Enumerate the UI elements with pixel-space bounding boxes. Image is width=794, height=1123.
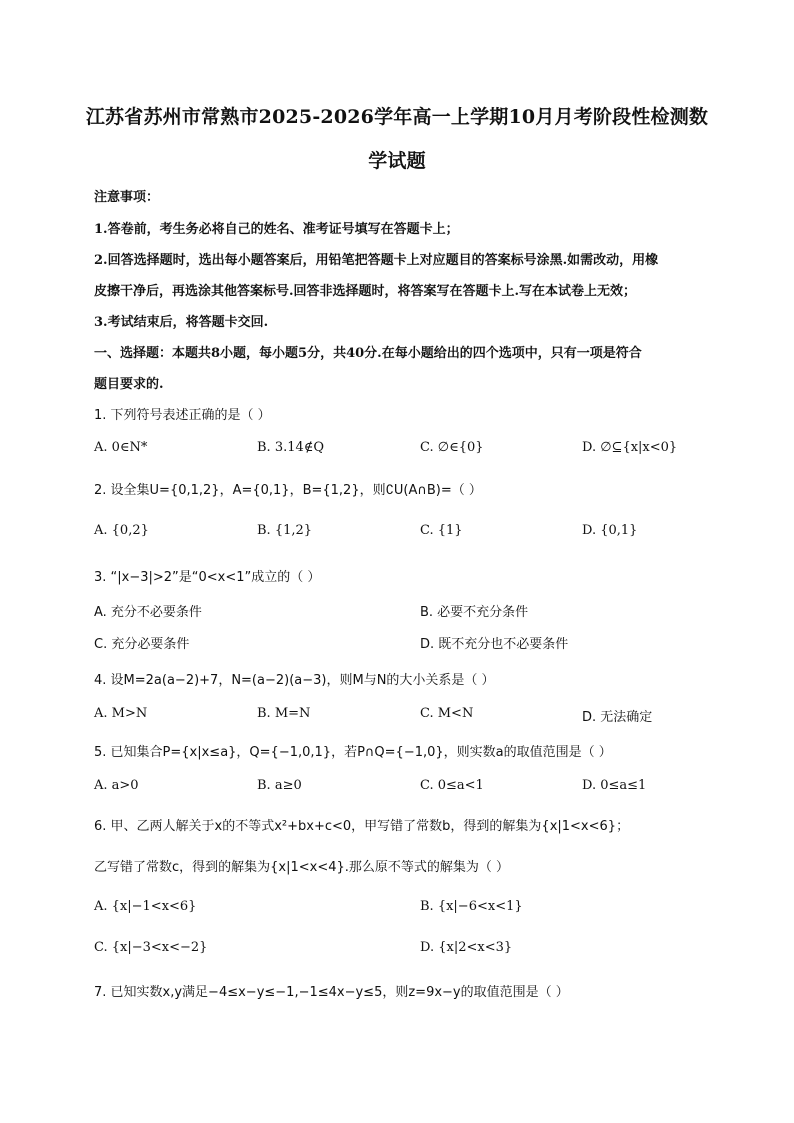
q1-option-b: B. 3.14∉Q <box>257 440 325 455</box>
q1-option-c: C. ∅∈{0} <box>420 440 484 455</box>
question-2-stem: 2. 设全集U={0,1,2}，A={0,1}，B={1,2}，则∁U(A∩B)=（ ） <box>94 483 482 498</box>
exam-title-line1: 江苏省苏州市常熟市2025-2026学年高一上学期10月月考阶段性检测数 <box>85 106 709 128</box>
q2-option-d: D. {0,1} <box>582 523 638 538</box>
q6-option-d: D. {x|2<x<3} <box>420 940 513 955</box>
q4-option-a: A. M>N <box>94 706 148 721</box>
q4-option-b: B. M=N <box>257 706 311 721</box>
q4-option-c: C. M<N <box>420 706 474 721</box>
notice-item-2: 2.回答选择题时，选出每小题答案后，用铅笔把答题卡上对应题目的答案标号涂黑.如需改动，用橡 <box>94 253 659 268</box>
q1-option-d: D. ∅⊆{x|x<0} <box>582 440 678 455</box>
q3-option-b: B. 必要不充分条件 <box>420 605 529 620</box>
q5-option-a: A. a>0 <box>94 778 139 793</box>
notice-header: 注意事项： <box>94 190 160 205</box>
notice-item-3: 3.考试结束后，将答题卡交回. <box>94 315 269 330</box>
notice-item-1: 1.答卷前，考生务必将自己的姓名、准考证号填写在答题卡上； <box>94 222 459 237</box>
q6-option-c: C. {x|−3<x<−2} <box>94 940 208 955</box>
exam-title-line2: 学试题 <box>368 150 426 172</box>
q6-option-a: A. {x|−1<x<6} <box>94 899 197 914</box>
q2-option-b: B. {1,2} <box>257 523 313 538</box>
section-heading: 一、选择题：本题共8小题，每小题5分，共40分.在每小题给出的四个选项中，只有一项是符合 <box>94 346 642 361</box>
q5-option-b: B. a≥0 <box>257 778 302 793</box>
q3-option-c: C. 充分必要条件 <box>94 637 190 652</box>
question-1-stem: 1. 下列符号表述正确的是（ ） <box>94 408 271 423</box>
q2-option-c: C. {1} <box>420 523 463 538</box>
question-7-stem: 7. 已知实数x,y满足−4≤x−y≤−1,−1≤4x−y≤5，则z=9x−y的取值范围是（ ） <box>94 985 569 1000</box>
q1-option-a: A. 0∈N* <box>94 440 148 455</box>
q6-option-b: B. {x|−6<x<1} <box>420 899 523 914</box>
q3-option-d: D. 既不充分也不必要条件 <box>420 637 569 652</box>
question-5-stem: 5. 已知集合P={x|x≤a}，Q={−1,0,1}，若P∩Q={−1,0}，则实数a的取值范围是（ ） <box>94 745 612 760</box>
section-heading-cont: 题目要求的. <box>94 377 164 392</box>
notice-item-2-cont: 皮擦干净后，再选涂其他答案标号.回答非选择题时，将答案写在答题卡上.写在本试卷上无效； <box>94 284 637 299</box>
question-6-stem-cont: 乙写错了常数c，得到的解集为{x|1<x<4}.那么原不等式的解集为（ ） <box>94 860 510 875</box>
q4-option-d: D. 无法确定 <box>582 710 653 725</box>
question-3-stem: 3. “|x−3|>2”是“0<x<1”成立的（ ） <box>94 570 321 585</box>
q3-option-a: A. 充分不必要条件 <box>94 605 202 620</box>
question-4-stem: 4. 设M=2a(a−2)+7，N=(a−2)(a−3)，则M与N的大小关系是（ ） <box>94 673 495 688</box>
q5-option-c: C. 0≤a<1 <box>420 778 484 793</box>
q5-option-d: D. 0≤a≤1 <box>582 778 647 793</box>
q2-option-a: A. {0,2} <box>94 523 149 538</box>
question-6-stem: 6. 甲、乙两人解关于x的不等式x²+bx+c<0，甲写错了常数b，得到的解集为{x|1<x<6}； <box>94 819 630 834</box>
